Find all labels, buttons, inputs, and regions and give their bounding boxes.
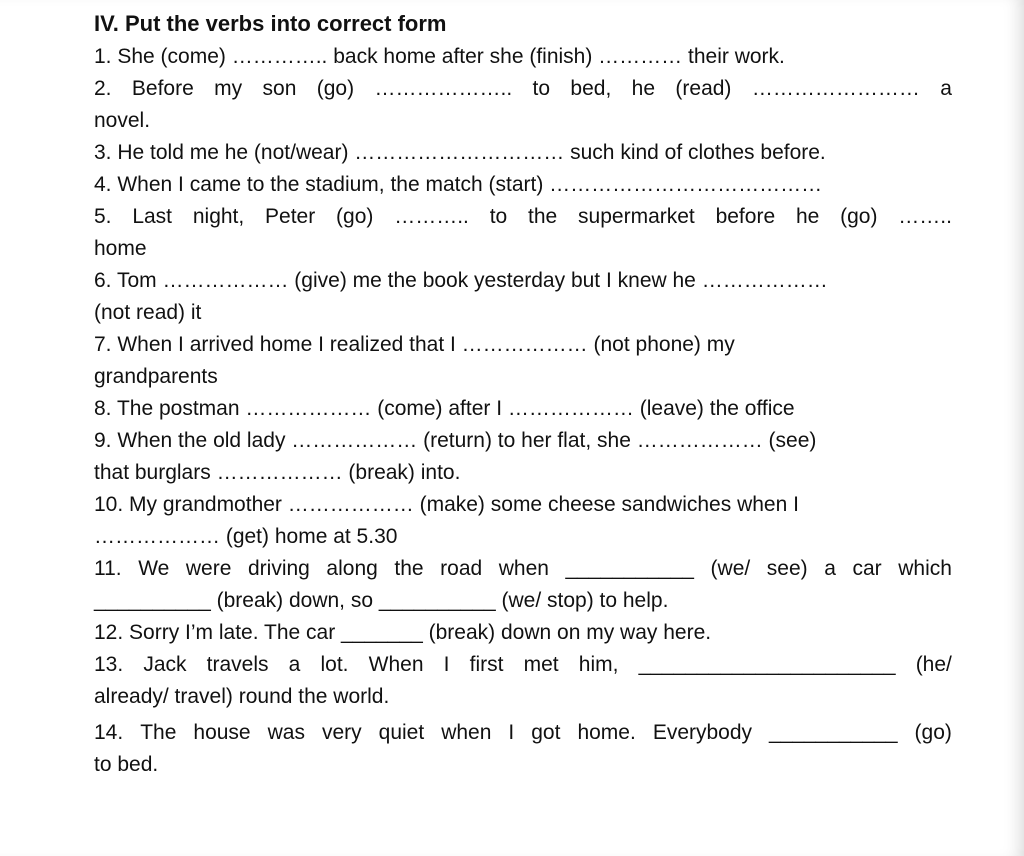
word: house xyxy=(193,721,251,744)
word: a xyxy=(940,77,952,100)
word: (go) xyxy=(316,77,355,100)
question-11 xyxy=(94,553,952,617)
question-6-line-2: (not read) it xyxy=(94,301,202,324)
question-4-line-1: 4. When I came to the stadium, the match (start) ………………………………… xyxy=(94,173,823,196)
word: son xyxy=(262,77,297,100)
question-4 xyxy=(94,169,952,201)
word: the xyxy=(528,205,558,228)
question-7-line-1: 7. When I arrived home I realized that I ……………… (not phone) my xyxy=(94,333,735,356)
question-10-line-2: ……………… (get) home at 5.30 xyxy=(94,525,398,548)
question-2-line-2: novel. xyxy=(94,109,151,132)
word: he xyxy=(795,205,820,228)
word: when xyxy=(441,721,492,744)
word: first xyxy=(469,653,504,676)
word: (go) xyxy=(914,721,952,744)
word: (read) xyxy=(675,77,732,100)
question-3-line-1: 3. He told me he (not/wear) ………………………… such kind of clothes before. xyxy=(94,141,826,164)
question-14 xyxy=(94,717,952,781)
word: were xyxy=(185,557,232,580)
question-6-line-1: 6. Tom ……………… (give) me the book yesterday but I knew he ……………… xyxy=(94,269,828,292)
word: met xyxy=(523,653,559,676)
question-1-line-1: 1. She (come) ………….. back home after she (finish) ………… their work. xyxy=(94,45,785,68)
word: We xyxy=(138,557,170,580)
word: ______________________ xyxy=(638,653,896,676)
word: (go) xyxy=(336,205,374,228)
question-13-line-1 xyxy=(94,649,952,681)
exercise-section xyxy=(94,10,952,781)
question-8 xyxy=(94,393,952,425)
word: ……….. xyxy=(394,205,469,228)
word: lot. xyxy=(320,653,349,676)
word: along xyxy=(326,557,378,580)
question-13 xyxy=(94,649,952,713)
word: a xyxy=(288,653,301,676)
word: quiet xyxy=(378,721,425,744)
question-8-line-1: 8. The postman ……………… (come) after I ……………… (leave) the office xyxy=(94,397,795,420)
word: …………………… xyxy=(751,77,920,100)
word: 2. xyxy=(94,77,112,100)
word: Everybody xyxy=(652,721,753,744)
word: the xyxy=(394,557,424,580)
word: …….. xyxy=(898,205,952,228)
word: 14. xyxy=(94,721,124,744)
question-12-line-1: 12. Sorry I’m late. The car _______ (break) down on my way here. xyxy=(94,621,712,644)
word: to xyxy=(532,77,551,100)
word: Last xyxy=(132,205,173,228)
word: see) xyxy=(766,557,808,580)
word: to xyxy=(489,205,508,228)
word: travels xyxy=(206,653,269,676)
word: which xyxy=(898,557,952,580)
word: road xyxy=(440,557,483,580)
question-2-line-1 xyxy=(94,73,952,105)
word: (he/ xyxy=(915,653,952,676)
word: Jack xyxy=(143,653,187,676)
word: I xyxy=(508,721,515,744)
word: ……………….. xyxy=(374,77,513,100)
question-10-line-1: 10. My grandmother ……………… (make) some cheese sandwiches when I xyxy=(94,493,799,516)
question-5 xyxy=(94,201,952,265)
word: before xyxy=(715,205,776,228)
word: very xyxy=(321,721,362,744)
word: was xyxy=(267,721,305,744)
question-5-line-2: home xyxy=(94,237,147,260)
word: (we/ xyxy=(710,557,751,580)
question-7 xyxy=(94,329,952,393)
question-2 xyxy=(94,73,952,137)
question-13-line-2: already/ travel) round the world. xyxy=(94,685,390,708)
question-14-line-1 xyxy=(94,717,952,749)
question-9-line-1: 9. When the old lady ……………… (return) to her flat, she ……………… (see) xyxy=(94,429,817,452)
word: my xyxy=(214,77,243,100)
question-5-line-1 xyxy=(94,201,952,233)
question-3 xyxy=(94,137,952,169)
word: driving xyxy=(247,557,310,580)
word: I xyxy=(443,653,450,676)
word: The xyxy=(140,721,177,744)
word: Before xyxy=(131,77,194,100)
exercise-title: IV. Put the verbs into correct form xyxy=(94,11,447,36)
word: he xyxy=(631,77,656,100)
question-12 xyxy=(94,617,952,649)
question-11-line-1 xyxy=(94,553,952,585)
word: ___________ xyxy=(769,721,898,744)
word: night, xyxy=(192,205,245,228)
question-7-line-2: grandparents xyxy=(94,365,218,388)
question-10 xyxy=(94,489,952,553)
word: bed, xyxy=(570,77,612,100)
word: home. xyxy=(577,721,636,744)
question-6 xyxy=(94,265,952,329)
word: when xyxy=(498,557,549,580)
word: ___________ xyxy=(565,557,694,580)
word: 5. xyxy=(94,205,112,228)
word: When xyxy=(368,653,424,676)
word: (go) xyxy=(840,205,878,228)
question-1 xyxy=(94,41,952,73)
word: him, xyxy=(578,653,619,676)
word: 11. xyxy=(94,557,122,580)
question-9 xyxy=(94,425,952,489)
word: a xyxy=(824,557,836,580)
question-14-line-2: to bed. xyxy=(94,753,159,776)
question-11-line-2: __________ (break) down, so __________ (we/ stop) to help. xyxy=(94,589,669,612)
question-9-line-2: that burglars ……………… (break) into. xyxy=(94,461,461,484)
word: Peter xyxy=(265,205,316,228)
word: car xyxy=(852,557,882,580)
word: got xyxy=(531,721,561,744)
word: supermarket xyxy=(578,205,695,228)
word: 13. xyxy=(94,653,124,676)
